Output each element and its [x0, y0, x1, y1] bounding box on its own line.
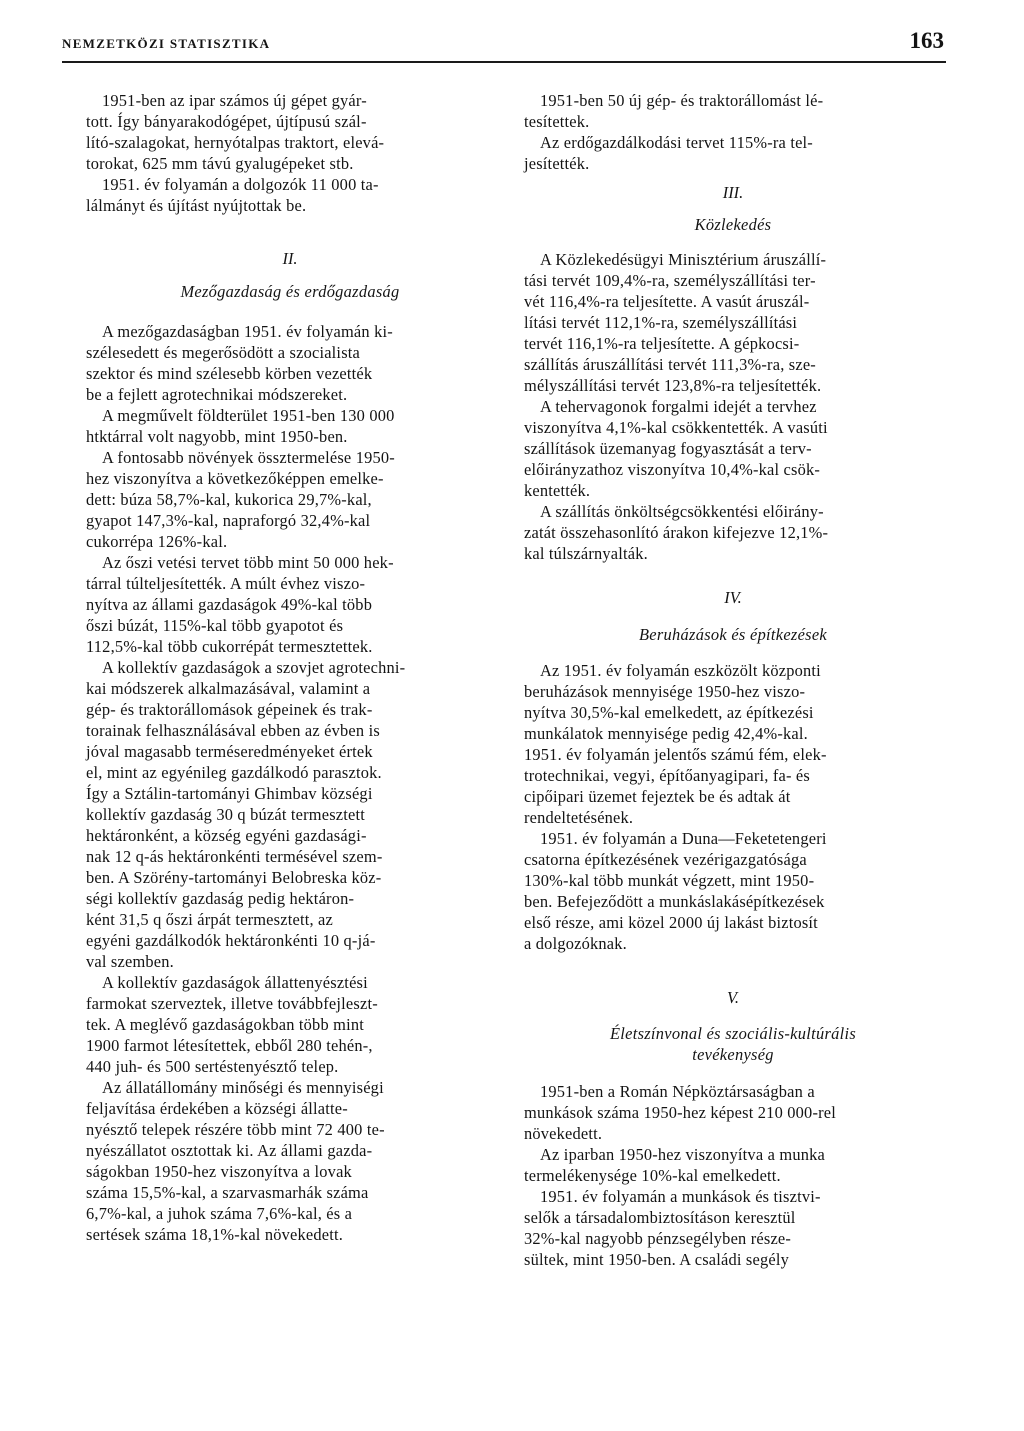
paragraph: A fontosabb növények össztermelése 1950- hez viszonyítva a következőképpen emelke- dett: búza 58,7%-kal, kukorica 29,7%-kal, gyapot 147,3%-kal, napraforgó 32,4%-kal cukorrépa 126%-kal.	[86, 448, 395, 551]
paragraph: 1951. év folyamán a dolgozók 11 000 ta- lálmányt és újítást nyújtottak be.	[86, 175, 379, 215]
paragraph: 1951. év folyamán a munkások és tisztvi- selők a társadalombiztosításon keresztül 32%-kal nagyobb pénzsegélyben része- sültek, mint 1950-ben. A családi segély	[524, 1187, 821, 1269]
section-title: Közlekedés	[694, 215, 772, 234]
paragraph: Az 1951. év folyamán eszközölt központi beruházások mennyisége 1950-hez viszo- nyítva 30,5%-kal emelkedett, az építkezési munkálatok mennyisége pedig 42,4%-kal. 1951. év folyamán jelentős számú fém, elek- trotechnikai, vegyi, építőanyagipari, fa- és cipőipari üzemet fejeztek be és adtak át rendeltetésének.	[524, 661, 827, 827]
section-number: IV.	[724, 588, 742, 607]
left-column	[86, 88, 494, 1245]
section-number: V.	[727, 988, 739, 1007]
paragraph: 1951-ben az ipar számos új gépet gyár- tott. Így bányarakodógépet, újtípusú szál- lító-szalagokat, hernyótalpas traktort, elevá- torokat, 625 mm távú gyalugépeket stb.	[86, 91, 385, 173]
header-rule	[62, 61, 946, 63]
paragraph: A Közlekedésügyi Minisztérium áruszállí- tási tervét 109,4%-ra, személyszállítási ter- vét 116,4%-ra teljesítette. A vasút áruszál- lítási tervét 112,1%-ra, személyszállítási tervét 116,1%-ra teljesítette. A gépkocsi- szállítás áruszállítási tervét 111,3%-ra, sze- mélyszállítási tervét 123,8%-ra teljesítették.	[524, 250, 827, 395]
running-head: NEMZETKÖZI STATISZTIKA	[62, 36, 271, 51]
section-title: Életszínvonal és szociális-kultúrális tevékenység	[609, 1024, 857, 1064]
page-header	[62, 28, 946, 60]
paragraph: Az állatállomány minőségi és mennyiségi feljavítása érdekében a községi állatte- nyésztő telepek részére több mint 72 400 te- nyészállatot osztottak ki. Az állami gazda- ságokban 1950-hez viszonyítva a lovak száma 15,5%-kal, a szarvasmarhák száma 6,7%-kal, a juhok száma 7,6%-kal, és a sertések száma 18,1%-kal növekedett.	[86, 1078, 385, 1244]
paragraph: Az iparban 1950-hez viszonyítva a munka termelékenysége 10%-kal emelkedett.	[524, 1145, 825, 1185]
right-column	[524, 88, 942, 1270]
section-title: Mezőgazdaság és erdőgazdaság	[180, 282, 400, 301]
paragraph: Az erdőgazdálkodási tervet 115%-ra tel- jesítették.	[524, 133, 813, 173]
paragraph: Az őszi vetési tervet több mint 50 000 hek- tárral túlteljesítették. A múlt évhez viszo- nyítva az állami gazdaságok 49%-kal több őszi búzát, 115%-kal több gyapotot és 112,5%-kal több cukorrépát termesztettek.	[86, 553, 394, 656]
paragraph: A kollektív gazdaságok a szovjet agrotechni- kai módszerek alkalmazásával, valamint a gép- és traktorállomások gépeinek és trak- torainak felhasználásával ebben az évben is jóval magasabb terméseredményeket értek el, mint az egyénileg gazdálkodó parasztok. Így a Sztálin-tartományi Ghimbav községi kollektív gazdaság 30 q búzát termesztett hektáronként, a község egyéni gazdasági- nak 12 q-ás hektáronkénti termésével szem- ben. A Szörény-tartományi Belobreska köz- ségi kollektív gazdaság pedig hektáron- ként 31,5 q őszi árpát termesztett, az egyéni gazdálkodók hektáronkénti 10 q-já- val szemben.	[86, 658, 406, 971]
paragraph: 1951. év folyamán a Duna—Feketetengeri csatorna építkezésének vezérigazgatósága 130%-kal több munkát végzett, mint 1950- ben. Befejeződött a munkáslakásépítkezések első része, ami közel 2000 új lakást biztosít a dolgozóknak.	[524, 829, 827, 953]
section-number: II.	[282, 249, 298, 268]
paragraph: A megművelt földterület 1951-ben 130 000 htktárral volt nagyobb, mint 1950-ben.	[86, 406, 395, 446]
page-number: 163	[909, 28, 944, 53]
paragraph: A kollektív gazdaságok állattenyésztési farmokat szerveztek, illetve továbbfejleszt- tek. A meglévő gazdaságokban több mint 1900 farmot létesítettek, ebből 280 tehén-, 440 juh- és 500 sertéstenyésztő telep.	[86, 973, 378, 1076]
section-number: III.	[722, 183, 744, 202]
paragraph: A mezőgazdaságban 1951. év folyamán ki- szélesedett és megerősödött a szocialista szektor és mind szélesebb körben vezették be a fejlett agrotechnikai módszereket.	[86, 322, 393, 404]
paragraph: A tehervagonok forgalmi idejét a tervhez viszonyítva 4,1%-kal csökkentették. A vasúti szállítások üzemanyag fogyasztását a terv- előirányzathoz viszonyítva 10,4%-kal csök- kentették.	[524, 397, 828, 500]
paragraph: 1951-ben a Román Népköztársaságban a munkások száma 1950-hez képest 210 000-rel növekedett.	[524, 1082, 836, 1143]
section-title: Beruházások és építkezések	[638, 625, 828, 644]
paragraph: A szállítás önköltségcsökkentési előirány- zatát összehasonlító árakon kifejezve 12,1%- kal túlszárnyalták.	[524, 502, 829, 563]
paragraph: 1951-ben 50 új gép- és traktorállomást lé- tesítettek.	[524, 91, 824, 131]
